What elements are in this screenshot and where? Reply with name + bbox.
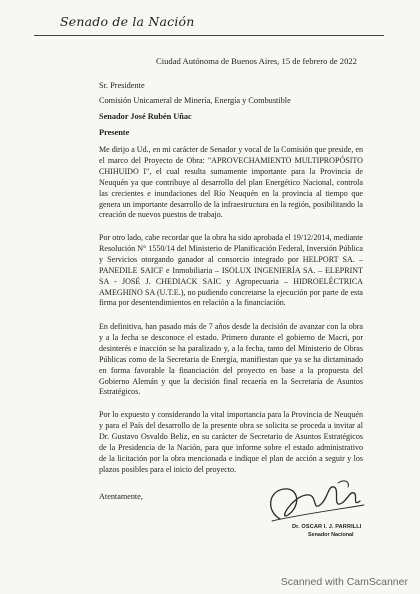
body-paragraph-2: Por otro lado, cabe recordar que la obra ha sido aprobada el 19/12/2014, mediante Resolución N° 1550/14 del Ministerio de Planificación Federal, Inversión Pública y Servicios otorgando ganador al consorcio integrado por HELPORT SA. – PANEDILE SAICF e Inmobiliaria – ISOLUX INGENIERÍA SA. – ELEPRINT SA - JOSÉ J. CHEDIACK SAIC y Agropecuaria – HIDROELÉCTRICA AMEGHINO SA (U.T.E.), no pudiendo concretarse la ejecución por parte de esta firma por desentendimientos en relación a la financiación. — [99, 233, 363, 308]
signature-scrawl — [258, 475, 370, 525]
body-paragraph-4: Por lo expuesto y considerando la vital importancia para la Provincia de Neuquén y para el País del desarrollo de la presente obra se solicita se proceda a invitar al Dr. Gustavo Osvaldo Beliz, en su carácter de Secretario de Asuntos Estratégicos de la Presidencia de la Nación, para que informe sobre el estado administrativo de la licitación por la obra mencionada e indique el plan de acción a seguir y los plazos posibles para el inicio del proyecto. — [99, 410, 363, 474]
body-paragraph-1: Me dirijo a Ud., en mi carácter de Senador y vocal de la Comisión que preside, en el marco del Proyecto de Obra: "APROVECHAMIENTO MULTIPROPÓSITO CHIHUIDO I", el cual resulta sumamente importante para la Provincia de Neuquén ya que contribuye al desarrollo del plan Energético Nacional, controla las crecientes e inundaciones del Río Neuquén en la provincia al tiempo que genera un importante desarrollo de la infraestructura en la región, posibilitando la creación de nuevos puestos de trabajo. — [99, 145, 363, 220]
signature-title: Senador Nacional — [308, 532, 354, 538]
letterhead-rule — [34, 35, 384, 36]
date-line: Ciudad Autónoma de Buenos Aires, 15 de febrero de 2022 — [156, 56, 357, 66]
recipient-line-1: Sr. Presidente — [99, 81, 145, 90]
body-paragraph-3: En definitiva, han pasado más de 7 años desde la decisión de avanzar con la obra y a la fecha se desconoce el estado. Primero durante el gobierno de Macri, por desinterés e inacción se ha paralizado y, a la fecha, tanto del Ministerio de Obras Públicas como de la Secretaria de Energía, manifiestan que ya se ha dictaminado en forma favorable la financiación del proyecto en base a la propuesta del Gobierno Alemán y que la decisión final recaería en la Secretaría de Asuntos Estratégicos. — [99, 322, 363, 397]
recipient-line-2: Comisión Unicameral de Minería, Energía y Combustible — [99, 96, 291, 105]
closing-line: Atentamente, — [99, 492, 143, 501]
recipient-line-4: Presente — [99, 128, 130, 137]
scanner-watermark: Scanned with CamScanner — [280, 576, 408, 588]
recipient-line-3: Senador José Rubén Uñac — [99, 112, 192, 121]
signature-name: Dr. OSCAR I. J. PARRILLI — [292, 524, 362, 530]
letterhead-title: Senado de la Nación — [60, 14, 195, 29]
